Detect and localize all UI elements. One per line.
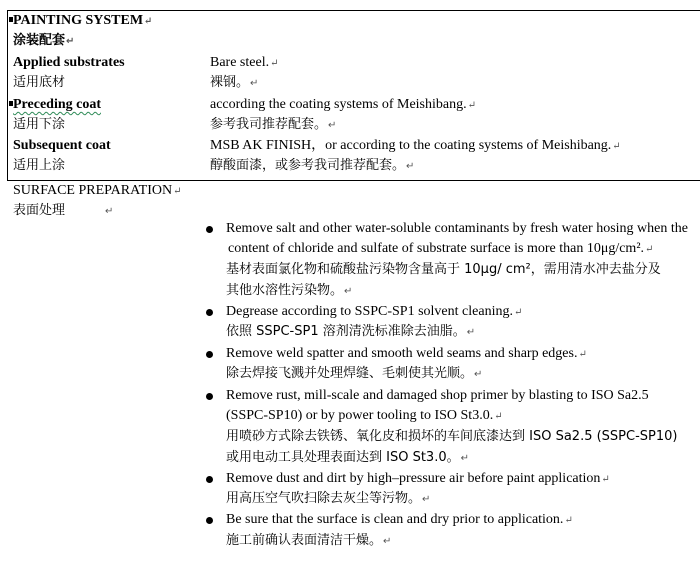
list-item-en-line: Remove rust, mill-scale and damaged shop primer by blasting to ISO Sa2.5 [226, 388, 649, 403]
label-preceding-coat: Preceding coat [13, 97, 101, 112]
list-item-zh-line: 施工前确认表面清洁干燥。↵ [226, 533, 392, 548]
table-left-border [7, 10, 8, 180]
section-divider [7, 180, 700, 181]
value-subsequent-coat-zh: 醇酸面漆，或参考我司推荐配套。↵ [210, 158, 415, 173]
list-item-zh-line: 或用电动工具处理表面达到 ISO St3.0。↵ [226, 450, 469, 465]
list-item-zh-line: 除去焊接飞溅并处理焊缝、毛刺使其光顺。↵ [226, 366, 483, 381]
bullet-icon [206, 476, 213, 483]
section-title-painting-system-zh: 涂装配套↵ [13, 33, 75, 48]
list-item-zh-line: 用高压空气吹扫除去灰尘等污物。↵ [226, 491, 431, 506]
bullet-icon [206, 517, 213, 524]
list-item-en-line: Remove salt and other water-soluble contaminants by fresh water hosing when the [226, 221, 688, 236]
section-title-surface-preparation: SURFACE PREPARATION↵ [13, 183, 182, 198]
label-subsequent-coat-zh: 适用上涂 [13, 158, 66, 173]
value-preceding-coat: according the coating systems of Meishibang.↵ [210, 97, 476, 112]
list-item-en-line: Remove weld spatter and smooth weld seams and sharp edges.↵ [226, 346, 587, 361]
list-item-en-line: Degrease according to SSPC-SP1 solvent cleaning.↵ [226, 304, 523, 319]
bullet-icon [206, 309, 213, 316]
bullet-icon [206, 226, 213, 233]
list-item-zh-line: 其他水溶性污染物。↵ [226, 283, 353, 298]
bullet-icon [206, 393, 213, 400]
list-item-en-line: Be sure that the surface is clean and dry prior to application.↵ [226, 512, 573, 527]
list-item-zh-line: 依照 SSPC-SP1 溶剂清洗标准除去油脂。↵ [226, 324, 476, 339]
list-item-en-line: (SSPC-SP10) or by power tooling to ISO St3.0.↵ [226, 408, 503, 423]
list-item-en-line: content of chloride and sulfate of substrate surface is more than 10μg/cm².↵ [228, 241, 654, 256]
label-subsequent-coat: Subsequent coat [13, 138, 111, 153]
value-subsequent-coat: MSB AK FINISH，or according to the coating systems of Meishibang.↵ [210, 138, 621, 153]
list-item-zh-line: 基材表面氯化物和硫酸盐污染物含量高于 10μg/ cm²，需用清水冲去盐分及 [226, 262, 661, 277]
label-preceding-coat-zh: 适用下涂 [13, 117, 66, 132]
label-applied-substrates: Applied substrates [13, 55, 125, 70]
bullet-icon [206, 351, 213, 358]
list-item-en-line: Remove dust and dirt by high–pressure air before paint application↵ [226, 471, 610, 486]
value-applied-substrates-zh: 裸钢。↵ [210, 75, 259, 90]
label-applied-substrates-zh: 适用底材 [13, 75, 66, 90]
list-item-zh-line: 用喷砂方式除去铁锈、氧化皮和损坏的车间底漆达到 ISO Sa2.5 (SSPC-SP10) [226, 429, 678, 444]
section-title-surface-preparation-zh: 表面处理 ↵ [13, 203, 114, 218]
section-title-painting-system: PAINTING SYSTEM↵ [13, 13, 153, 28]
table-top-border [7, 10, 700, 11]
value-applied-substrates: Bare steel.↵ [210, 55, 279, 70]
value-preceding-coat-zh: 参考我司推荐配套。↵ [210, 117, 337, 132]
